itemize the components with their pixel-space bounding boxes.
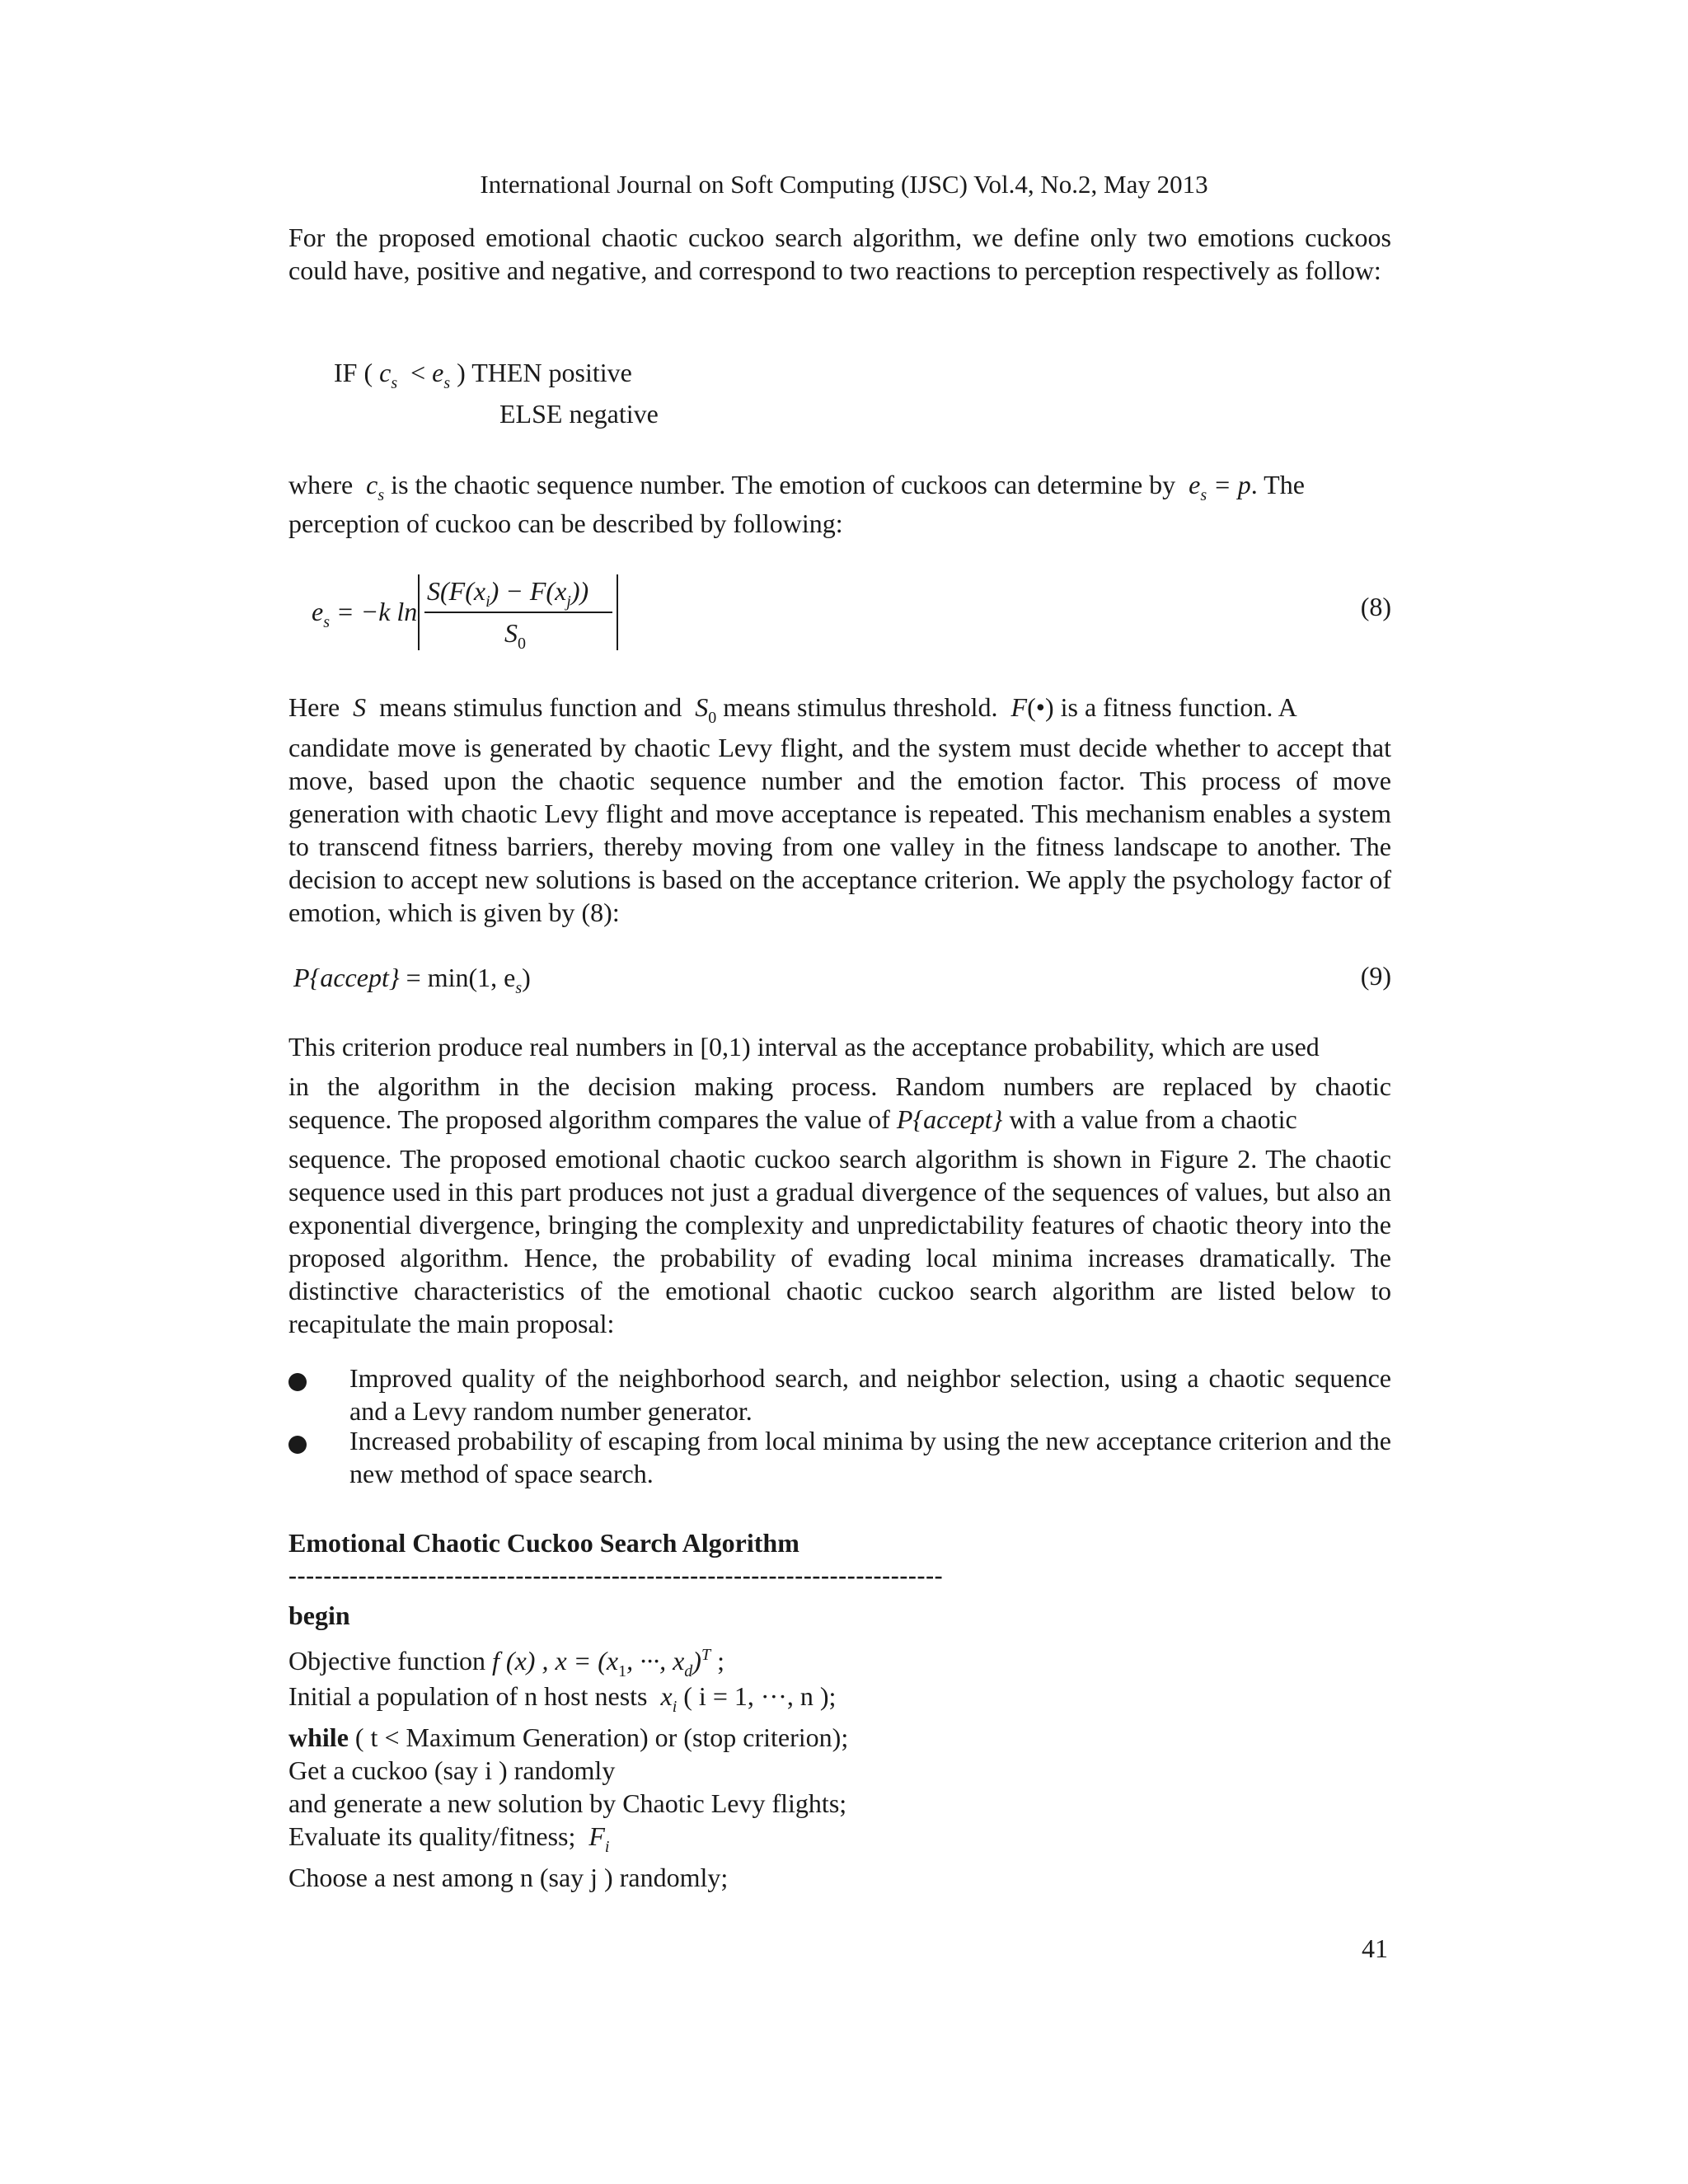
journal-header: International Journal on Soft Computing (IJSC) Vol.4, No.2, May 2013	[480, 170, 1208, 199]
algorithm-line-init: Initial a population of n host nests $x_i$ ( i = 1, ···, n );	[288, 1681, 837, 1716]
eq8-lhs: $e_s = -k$ ln	[312, 597, 418, 631]
algorithm-line-choose-nest: Choose a nest among n (say j ) randomly;	[288, 1863, 729, 1892]
bullet-item-1: Improved quality of the neighborhood search, and neighbor selection, using a chaotic sequence and a Levy random number generator.	[349, 1363, 1391, 1426]
criterion-line-3: sequence. The proposed algorithm compares the value of P{accept} with a value from a chaotic	[288, 1104, 1297, 1134]
move-paragraph: candidate move is generated by chaotic Levy flight, and the system must decide whether to accept that move, based upon the chaotic sequence number and the emotion factor. This process of move generation with chaotic Levy flight and move acceptance is repeated. This mechanism enables a system to transcend fitness barriers, thereby moving from one valley in the fitness landscape to another. The decision to accept new solutions is based on the acceptance criterion. We apply the psychology factor of emotion, which is given by (8):	[288, 733, 1391, 927]
where-line: where $c_s$ is the chaotic sequence number. The emotion of cuckoos can determine by $e_s = p$. The	[288, 470, 1305, 504]
algorithm-title: Emotional Chaotic Cuckoo Search Algorithm	[288, 1528, 799, 1558]
eq8-denominator: $S_0$	[504, 618, 526, 653]
criterion-rest-paragraph: sequence. The proposed emotional chaotic cuckoo search algorithm is shown in Figure 2. The chaotic sequence used in this part produces not just a gradual divergence of the sequences of values, but also an exponential divergence, bringing the complexity and unpredictability features of chaotic theory into the proposed algorithm. Hence, the probability of evading local minima increases dramatically. The distinctive characteristics of the emotional chaotic cuckoo search algorithm are listed below to recapitulate the main proposal:	[288, 1144, 1391, 1338]
algorithm-begin: begin	[288, 1601, 350, 1630]
bullet-item-2: Increased probability of escaping from local minima by using the new acceptance criterion and the new method of space search.	[349, 1426, 1391, 1488]
criterion-line-2: in the algorithm in the decision making process. Random numbers are replaced by chaotic	[288, 1071, 1391, 1101]
fraction-bar	[424, 612, 612, 613]
page-number: 41	[1362, 1933, 1388, 1963]
bullet-dot-2	[288, 1436, 307, 1454]
algorithm-line-generate: and generate a new solution by Chaotic Levy flights;	[288, 1788, 847, 1818]
criterion-line-1: This criterion produce real numbers in [0,1) interval as the acceptance probability, which are used	[288, 1032, 1320, 1062]
rule-if-line: IF ( $c_s < e_s$ ) THEN positive	[334, 358, 632, 392]
algorithm-line-evaluate: Evaluate its quality/fitness; $F_i$	[288, 1821, 610, 1856]
eq8-number: (8)	[1360, 592, 1391, 621]
algorithm-line-objective: Objective function f (x) , $x = (x_1$, ···, $x_d)^T$ ;	[288, 1646, 724, 1680]
abs-left-bar	[418, 574, 420, 650]
here-line: Here S means stimulus function and $S_0$ means stimulus threshold. F(•) is a fitness function. A	[288, 692, 1297, 727]
eq9-number: (9)	[1360, 961, 1391, 991]
abs-right-bar	[617, 574, 618, 650]
eq9-expression: P{accept} = min(1, $e_s$)	[293, 963, 531, 997]
algorithm-line-get-cuckoo: Get a cuckoo (say i ) randomly	[288, 1755, 616, 1785]
eq8-numerator: $S(F(x_i) - F(x_j))$	[427, 576, 589, 611]
perception-line: perception of cuckoo can be described by following:	[288, 509, 843, 538]
rule-else-line: ELSE negative	[499, 399, 659, 429]
bullet-dot-1	[288, 1373, 307, 1391]
algorithm-dash-rule: ---------------------------------------------------------------------------	[288, 1562, 944, 1589]
intro-paragraph: For the proposed emotional chaotic cuckoo search algorithm, we define only two emotions cuckoos could have, positive and negative, and correspond to two reactions to perception respectively as follow:	[288, 223, 1391, 285]
algorithm-line-while: while ( t < Maximum Generation) or (stop criterion);	[288, 1722, 849, 1752]
